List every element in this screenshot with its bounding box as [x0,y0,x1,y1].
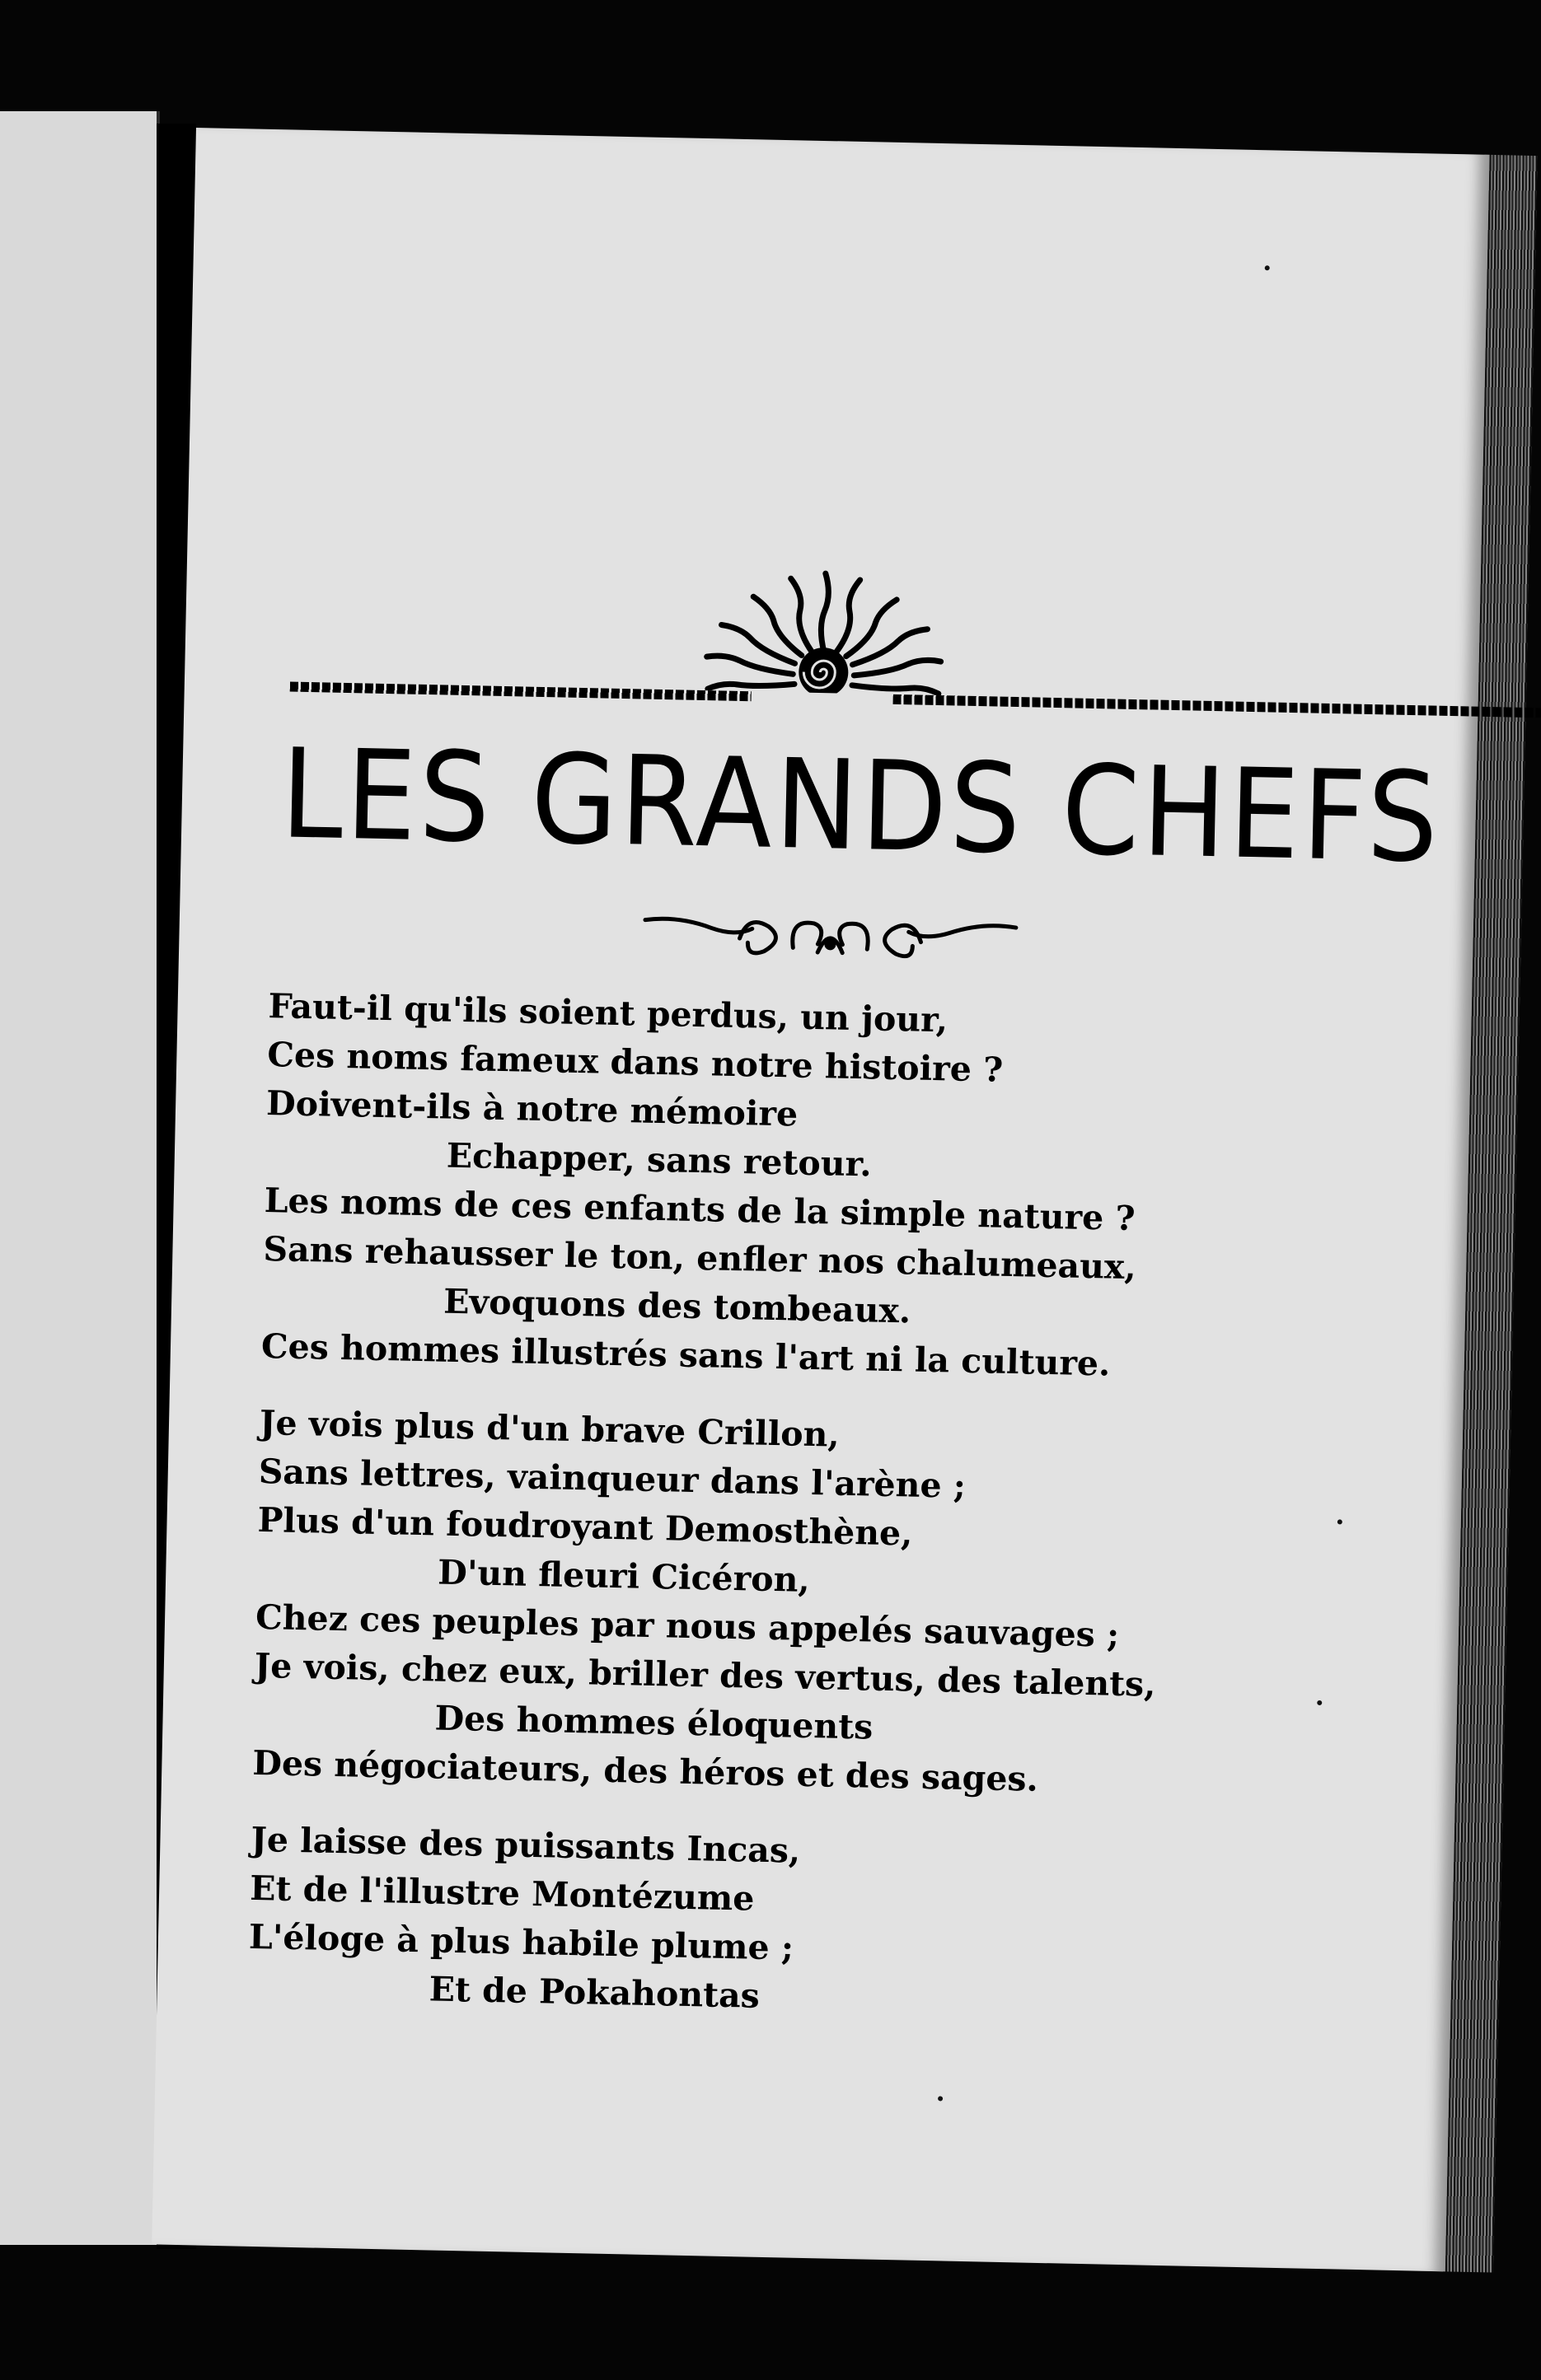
verse-line: L'éloge à plus habile plume ; [248,1916,794,1968]
verse-line: Evoquons des tombeaux. [443,1281,911,1331]
verse-line: Et de Pokahontas [429,1969,761,2016]
paper-speck [1317,1700,1322,1705]
verse-line: Je vois plus d'un brave Crillon, [259,1402,841,1455]
verse-line: Faut-il qu'ils soient perdus, un jour, [268,986,948,1040]
verse-line: Echapper, sans retour. [446,1135,873,1185]
verse-line: Les noms de ces enfants de la simple nature ? [264,1181,1136,1239]
verse-line: Chez ces peuples par nous appelés sauvages ; [255,1597,1120,1655]
paper-speck [938,2096,943,2101]
dotted-rule-right [893,694,1541,718]
stanza [260,982,1464,1396]
dotted-rule-left [290,682,752,702]
verse-line: Sans lettres, vainqueur dans l'arène ; [258,1451,967,1506]
verse-line: Ces hommes illustrés sans l'art ni la culture. [260,1326,1111,1384]
book-page [152,128,1489,2271]
verse-line: Ces noms fameux dans notre histoire ? [266,1035,1004,1090]
verse-line: Je vois, chez eux, briller des vertus, des talents, [254,1645,1156,1704]
verse-line: Doivent-ils à notre mémoire [265,1083,799,1134]
poem-body [246,982,1464,2063]
stanza [252,1399,1455,1812]
paper-speck [1265,265,1270,270]
verse-line: Et de l'illustre Montézume [249,1868,755,1919]
verse-line: Des négociateurs, des héros et des sages. [251,1742,1039,1799]
scroll-flourish-icon [640,895,1021,978]
rising-sun-spiral-icon [696,559,953,695]
verse-line: Je laisse des puissants Incas, [250,1819,801,1871]
verse-line: D'un fleuri Cicéron, [437,1552,811,1600]
poem-title: LES GRANDS CHEFS [279,722,1443,891]
previous-page-edge [0,111,160,2245]
verse-line: Plus d'un foudroyant Demosthène, [257,1499,913,1554]
verse-line: Sans rehausser le ton, enfler nos chalumeaux, [263,1229,1137,1288]
stanza [247,1816,1446,2035]
verse-line: Des hommes éloquents [434,1698,874,1747]
paper-speck [1337,1519,1342,1524]
